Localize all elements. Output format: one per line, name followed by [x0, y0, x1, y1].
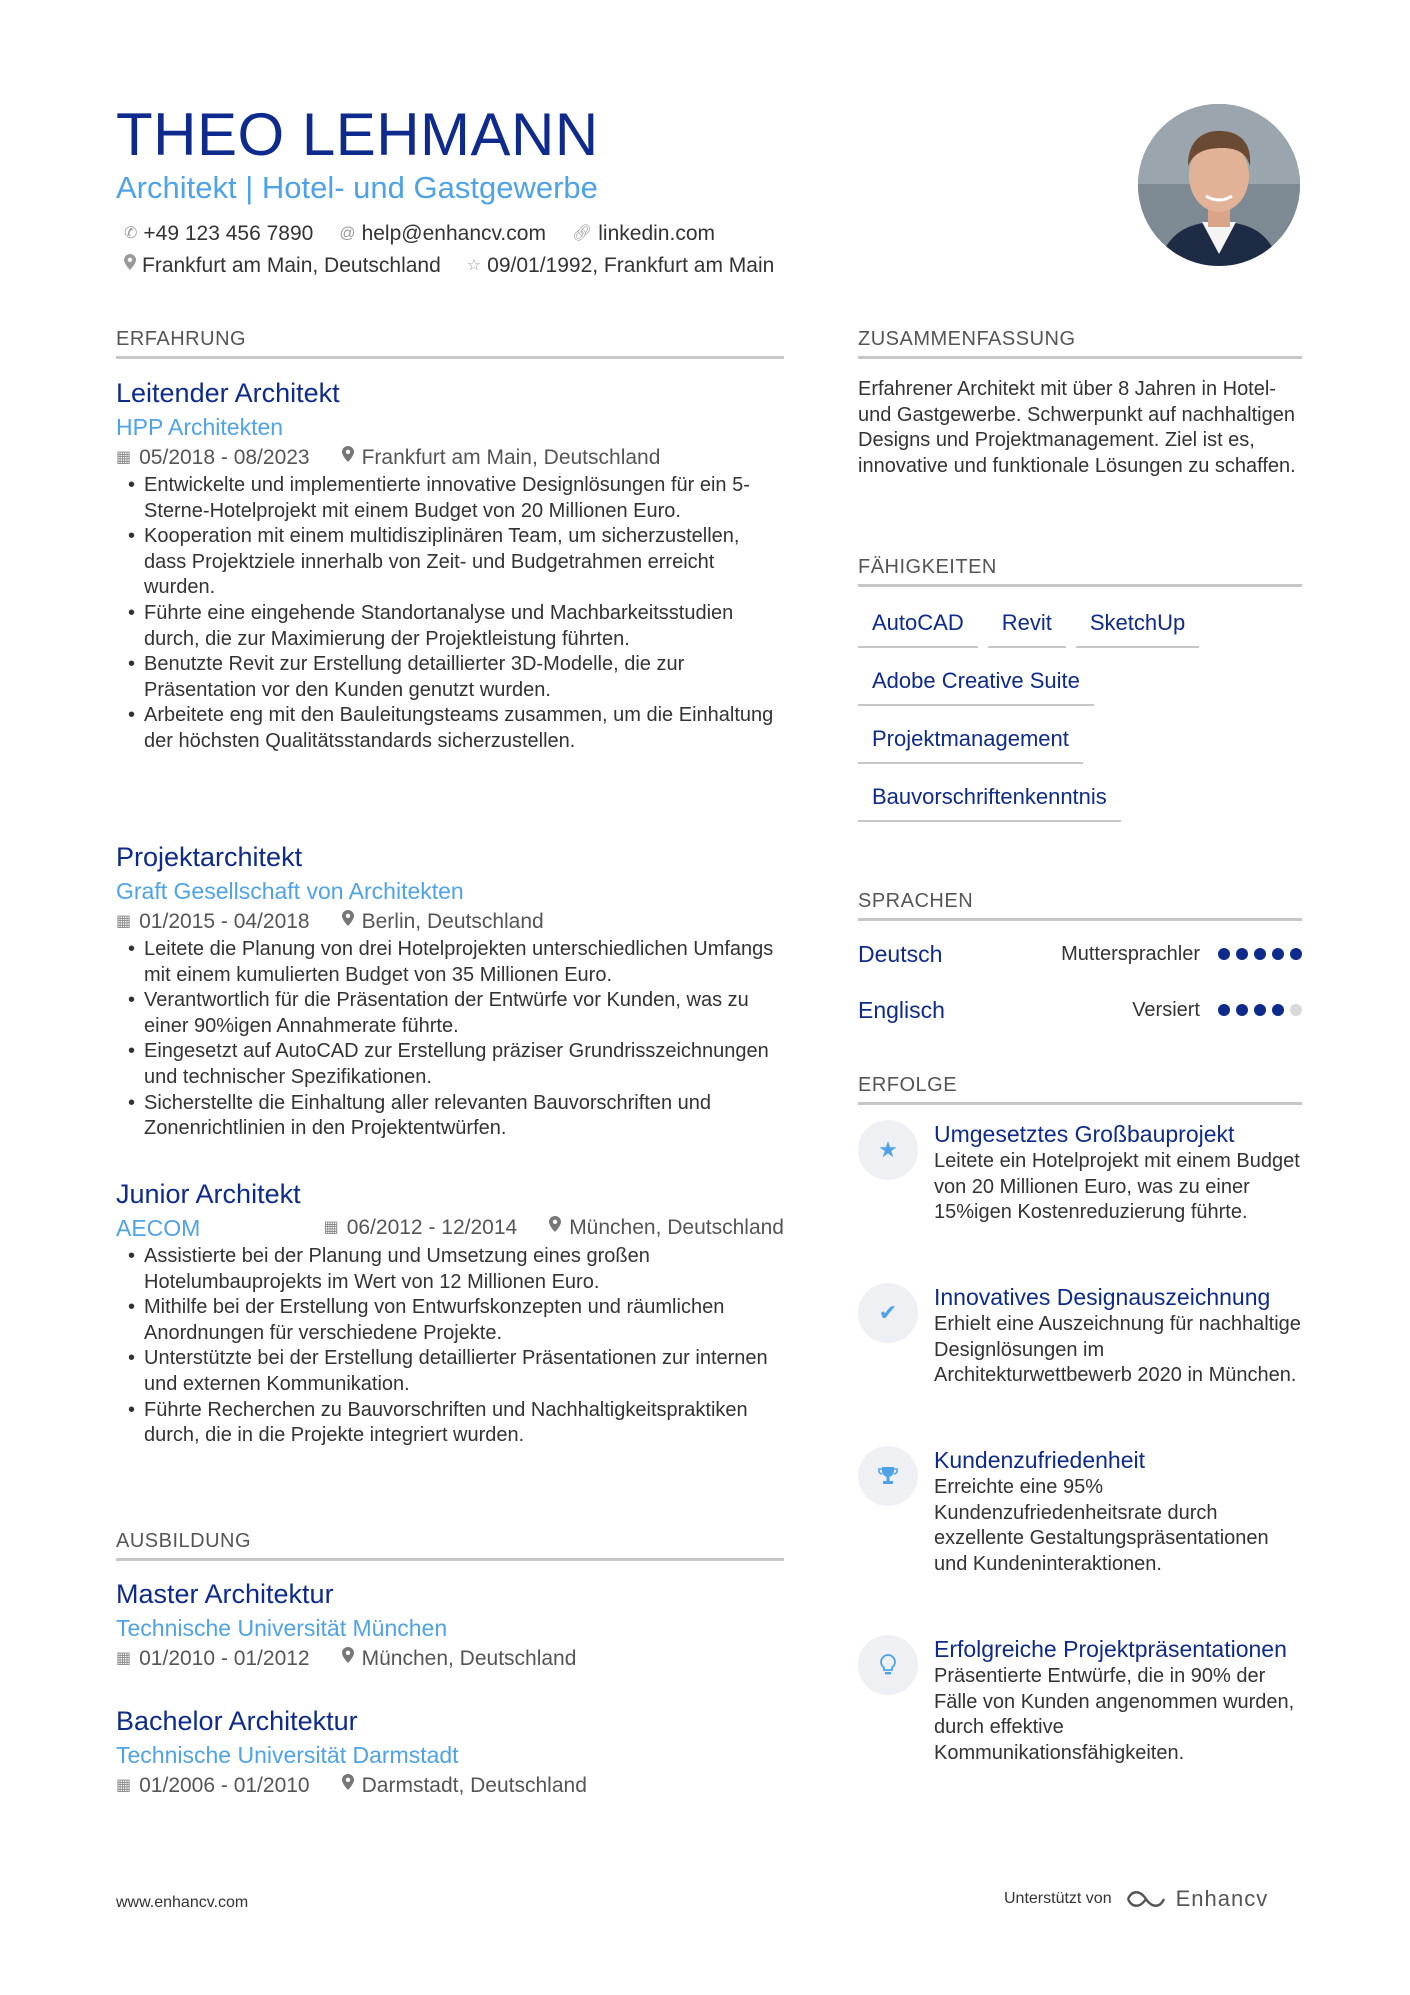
skill-tag: Projektmanagement: [858, 724, 1083, 764]
phone-text: +49 123 456 7890: [143, 222, 314, 245]
section-title-achievements: ERFOLGE: [858, 1072, 1302, 1105]
lightbulb-icon: [858, 1635, 918, 1695]
rating-dot-filled: [1254, 948, 1266, 960]
education-item-1: [116, 1576, 784, 1674]
achievement-title: Kundenzufriedenheit: [934, 1447, 1145, 1473]
bullet-item: • Kooperation mit einem multidisziplinären Team, um sicherzustellen, dass Projektziele innerhalb von Zeit- und Budgetrahmen erreicht wurden.: [128, 524, 784, 601]
summary-text: Erfahrener Architekt mit über 8 Jahren in Hotel- und Gastgewerbe. Schwerpunkt auf nachhaltigen Designs und Projektmanagement. Ziel ist es, innovative und funktionale Lösungen zu schaffen.: [858, 378, 1296, 477]
star-outline-icon: ☆: [466, 257, 482, 274]
bullet-item: • Assistierte bei der Planung und Umsetzung eines großen Hotelumbauprojekts im Wert von 12 Millionen Euro.: [128, 1244, 784, 1295]
education-meta: [116, 1771, 784, 1801]
calendar-icon: ▦: [116, 1650, 132, 1667]
achievement-title: Umgesetztes Großbauprojekt: [934, 1121, 1235, 1147]
language-name: Deutsch: [858, 940, 943, 967]
skill-tag: Revit: [988, 608, 1066, 648]
language-level: Versiert: [1132, 998, 1200, 1021]
job-location: München, Deutschland: [569, 1216, 784, 1239]
email-item[interactable]: [339, 220, 546, 248]
job-bullets: [128, 1244, 784, 1449]
job-location: Frankfurt am Main, Deutschland: [361, 446, 661, 469]
section-title-education: AUSBILDUNG: [116, 1528, 784, 1561]
bullet-item: • Arbeitete eng mit den Bauleitungsteams zusammen, um die Einhaltung der höchsten Qualitätsstandards sicherzustellen.: [128, 703, 784, 754]
contact-row-2: [124, 252, 800, 280]
section-title-summary: ZUSAMMENFASSUNG: [858, 326, 1302, 359]
calendar-icon: ▦: [116, 913, 132, 930]
job-title: Leitender Architekt: [116, 378, 340, 408]
experience-item-1: [116, 375, 784, 755]
star-icon: ★: [858, 1120, 918, 1180]
rating-dot-filled: [1218, 948, 1230, 960]
job-dates: 01/2015 - 04/2018: [139, 910, 310, 933]
language-row: [858, 982, 1302, 1038]
rating-dot-filled: [1290, 948, 1302, 960]
section-title-skills: FÄHIGKEITEN: [858, 554, 1302, 587]
footer-website[interactable]: www.enhancv.com: [116, 1894, 249, 1911]
job-bullets: [128, 937, 784, 1142]
job-bullets: [128, 473, 784, 755]
birth-item: [467, 252, 775, 280]
section-title-languages: SPRACHEN: [858, 888, 1302, 921]
map-pin-icon: [342, 443, 354, 473]
achievement-title: Erfolgreiche Projektpräsentationen: [934, 1636, 1287, 1662]
bullet-item: • Eingesetzt auf AutoCAD zur Erstellung präziser Grundrisszeichnungen und technischer Spezifikationen.: [128, 1039, 784, 1090]
achievement-desc: Erreichte eine 95% Kundenzufriedenheitsrate durch exzellente Gestaltungspräsentationen und Kundeninteraktionen.: [934, 1476, 1269, 1575]
company-name: Graft Gesellschaft von Architekten: [116, 878, 464, 904]
calendar-icon: ▦: [116, 1777, 132, 1794]
company-name: HPP Architekten: [116, 414, 284, 440]
check-icon: ✔: [858, 1283, 918, 1343]
rating-dot-filled: [1254, 1004, 1266, 1016]
bullet-item: • Sicherstellte die Einhaltung aller relevanten Bauvorschriften und Zonenrichtlinien in den Projektentwürfen.: [128, 1091, 784, 1142]
bullet-item: • Verantwortlich für die Präsentation der Entwürfe vor Kunden, was zu einer 90%igen Annahmerate führte.: [128, 988, 784, 1039]
location-item: [124, 252, 441, 280]
skill-tag: Bauvorschriftenkenntnis: [858, 782, 1121, 822]
map-pin-icon: [342, 907, 354, 937]
trophy-icon: [858, 1446, 918, 1506]
language-rating: [1218, 948, 1302, 960]
achievement-item: [858, 1283, 1302, 1433]
education-location: Darmstadt, Deutschland: [361, 1774, 587, 1797]
company-name: AECOM: [116, 1215, 201, 1241]
bullet-item: • Führte Recherchen zu Bauvorschriften und Nachhaltigkeitspraktiken durch, die in die Projekte integriert wurden.: [128, 1398, 784, 1449]
job-company-meta: [116, 1212, 784, 1244]
education-dates: 01/2010 - 01/2012: [139, 1647, 310, 1670]
skill-tag: Adobe Creative Suite: [858, 666, 1094, 706]
email-text[interactable]: help@enhancv.com: [361, 222, 546, 245]
bullet-item: • Entwickelte und implementierte innovative Designlösungen für ein 5-Sterne-Hotelprojekt mit einem Budget von 20 Millionen Euro.: [128, 473, 784, 524]
language-rating: [1218, 1004, 1302, 1016]
achievement-desc: Leitete ein Hotelprojekt mit einem Budget von 20 Millionen Euro, was zu einer 15%igen Kostenreduzierung führte.: [934, 1150, 1300, 1224]
education-dates: 01/2006 - 01/2010: [139, 1774, 310, 1797]
degree-title: Bachelor Architektur: [116, 1706, 358, 1736]
education-item-2: [116, 1703, 784, 1801]
rating-dot-filled: [1218, 1004, 1230, 1016]
birth-text: 09/01/1992, Frankfurt am Main: [487, 254, 775, 277]
job-location: Berlin, Deutschland: [361, 910, 544, 933]
achievement-item: [858, 1635, 1302, 1815]
summary-block: [858, 377, 1302, 479]
achievement-item: [858, 1120, 1302, 1270]
school-name: Technische Universität Darmstadt: [116, 1742, 459, 1768]
map-pin-icon: [124, 252, 136, 280]
school-name: Technische Universität München: [116, 1615, 448, 1641]
profile-photo: [1138, 104, 1300, 266]
job-dates: 05/2018 - 08/2023: [139, 446, 310, 469]
education-location: München, Deutschland: [361, 1647, 577, 1670]
link-icon: 🔗︎: [571, 225, 593, 242]
website-item[interactable]: [572, 220, 715, 248]
experience-item-3: [116, 1176, 784, 1449]
bullet-item: • Benutzte Revit zur Erstellung detaillierter 3D-Modelle, die zur Präsentation vor den Kunden genutzt wurden.: [128, 652, 784, 703]
job-dates: 06/2012 - 12/2014: [346, 1216, 518, 1239]
website-text[interactable]: linkedin.com: [598, 222, 715, 245]
language-name: Englisch: [858, 996, 945, 1023]
candidate-name: THEO LEHMANN: [116, 101, 599, 168]
footer-powered-by: Unterstützt von: [1004, 1890, 1112, 1907]
experience-item-2: [116, 839, 784, 1142]
rating-dot-filled: [1236, 948, 1248, 960]
map-pin-icon: [549, 1213, 561, 1243]
bullet-item: • Mithilfe bei der Erstellung von Entwurfskonzepten und räumlichen Anordnungen für verschiedene Projekte.: [128, 1295, 784, 1346]
calendar-icon: ▦: [323, 1219, 339, 1236]
phone-icon: ✆: [124, 225, 138, 242]
achievement-item: [858, 1446, 1302, 1606]
rating-dot-empty: [1290, 1004, 1302, 1016]
language-level: Muttersprachler: [1061, 942, 1200, 965]
map-pin-icon: [342, 1771, 354, 1801]
degree-title: Master Architektur: [116, 1579, 334, 1609]
skills-list: [858, 608, 1302, 840]
map-pin-icon: [342, 1644, 354, 1674]
job-meta: [116, 907, 784, 937]
enhancv-logo-icon: [1124, 1887, 1168, 1911]
rating-dot-filled: [1236, 1004, 1248, 1016]
footer-brand-name: Enhancv: [1175, 1886, 1269, 1911]
rating-dot-filled: [1272, 1004, 1284, 1016]
skill-tag: AutoCAD: [858, 608, 978, 648]
languages-list: [858, 926, 1302, 1038]
job-title: Junior Architekt: [116, 1179, 301, 1209]
bullet-item: • Leitete die Planung von drei Hotelprojekten unterschiedlichen Umfangs mit einem kumulierten Budget von 35 Millionen Euro.: [128, 937, 784, 988]
job-meta: [116, 443, 784, 473]
calendar-icon: ▦: [116, 449, 132, 466]
language-row: [858, 926, 1302, 982]
bullet-item: • Führte eine eingehende Standortanalyse und Machbarkeitsstudien durch, die zur Maximierung der Projektleistung führten.: [128, 601, 784, 652]
achievement-title: Innovatives Designauszeichnung: [934, 1284, 1271, 1310]
bullet-item: • Unterstützte bei der Erstellung detaillierter Präsentationen zur internen und externen Kommunikation.: [128, 1346, 784, 1397]
contact-row-1: [124, 220, 741, 248]
rating-dot-filled: [1272, 948, 1284, 960]
skill-tag: SketchUp: [1076, 608, 1199, 648]
job-title: Projektarchitekt: [116, 842, 303, 872]
footer-brand: [1004, 1886, 1268, 1912]
achievement-desc: Präsentierte Entwürfe, die in 90% der Fälle von Kunden angenommen wurden, durch effektive Kommunikationsfähigkeiten.: [934, 1665, 1295, 1764]
location-text: Frankfurt am Main, Deutschland: [142, 254, 441, 277]
education-meta: [116, 1644, 784, 1674]
phone-item: [124, 220, 313, 248]
at-icon: @: [339, 225, 356, 242]
achievement-desc: Erhielt eine Auszeichnung für nachhaltige Designlösungen im Architekturwettbewerb 2020 in München.: [934, 1313, 1301, 1387]
candidate-headline: Architekt | Hotel- und Gastgewerbe: [116, 170, 598, 205]
section-title-experience: ERFAHRUNG: [116, 326, 784, 359]
